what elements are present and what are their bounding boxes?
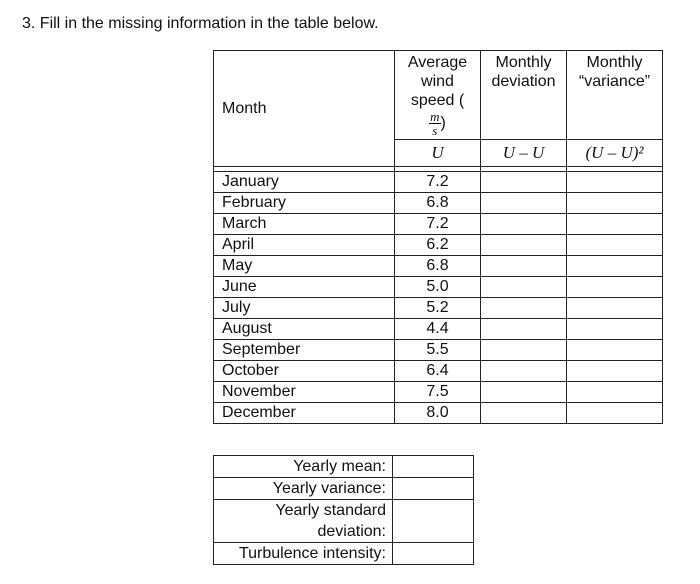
average-wind-speed-value: 8.0	[395, 403, 481, 424]
wind-speed-table	[213, 50, 663, 424]
unit-fraction	[429, 110, 440, 137]
table-row	[214, 172, 663, 193]
month-name: June	[214, 277, 395, 298]
unit-denominator: s	[432, 123, 438, 138]
month-name: November	[214, 382, 395, 403]
summary-row-mean	[214, 456, 474, 478]
header-monthly-deviation	[481, 51, 567, 140]
yearly-mean-answer-cell[interactable]	[393, 456, 474, 478]
month-rows	[214, 172, 663, 424]
month-name: July	[214, 298, 395, 319]
header-avg-line3: speed (	[410, 92, 465, 109]
yearly-variance-answer-cell[interactable]	[393, 478, 474, 500]
month-name: May	[214, 256, 395, 277]
average-wind-speed-value: 7.2	[395, 214, 481, 235]
variance-answer-cell[interactable]	[567, 214, 663, 235]
header-avg-line1: Average	[407, 54, 468, 71]
header-var-line1: Monthly	[586, 54, 643, 71]
deviation-answer-cell[interactable]	[481, 319, 567, 340]
deviation-answer-cell[interactable]	[481, 172, 567, 193]
question-title: 3. Fill in the missing information in the table below.	[22, 15, 379, 32]
average-wind-speed-value: 6.4	[395, 361, 481, 382]
summary-row-std	[214, 500, 474, 543]
yearly-mean-label: Yearly mean:	[214, 456, 393, 478]
header-average-wind-speed	[395, 51, 481, 140]
table-row	[214, 403, 663, 424]
header-var-line2: “variance”	[578, 73, 651, 90]
symbol-variance: (U – U)²	[567, 140, 663, 167]
deviation-answer-cell[interactable]	[481, 361, 567, 382]
deviation-answer-cell[interactable]	[481, 382, 567, 403]
table-row	[214, 277, 663, 298]
table-row	[214, 361, 663, 382]
variance-answer-cell[interactable]	[567, 172, 663, 193]
yearly-variance-label: Yearly variance:	[214, 478, 393, 500]
month-name: February	[214, 193, 395, 214]
yearly-summary-table	[213, 455, 474, 565]
table-row	[214, 319, 663, 340]
deviation-answer-cell[interactable]	[481, 340, 567, 361]
table-row	[214, 382, 663, 403]
variance-answer-cell[interactable]	[567, 361, 663, 382]
average-wind-speed-value: 7.2	[395, 172, 481, 193]
deviation-answer-cell[interactable]	[481, 298, 567, 319]
header-dev-line2: deviation	[491, 73, 556, 90]
yearly-std-label	[214, 500, 393, 543]
table-row	[214, 256, 663, 277]
header-dev-line1: Monthly	[495, 54, 552, 71]
yearly-std-label-line1: Yearly standard	[275, 502, 386, 519]
yearly-std-answer-cell[interactable]	[393, 500, 474, 543]
variance-answer-cell[interactable]	[567, 340, 663, 361]
table-row	[214, 193, 663, 214]
month-name: October	[214, 361, 395, 382]
variance-answer-cell[interactable]	[567, 235, 663, 256]
variance-answer-cell[interactable]	[567, 403, 663, 424]
unit-close-paren: )	[440, 114, 446, 132]
deviation-answer-cell[interactable]	[481, 403, 567, 424]
average-wind-speed-value: 5.5	[395, 340, 481, 361]
month-name: August	[214, 319, 395, 340]
average-wind-speed-value: 6.8	[395, 193, 481, 214]
average-wind-speed-value: 5.2	[395, 298, 481, 319]
summary-row-variance	[214, 478, 474, 500]
yearly-std-label-line2: deviation:	[317, 523, 386, 540]
header-avg-line2: wind	[421, 73, 454, 90]
variance-answer-cell[interactable]	[567, 256, 663, 277]
variance-answer-cell[interactable]	[567, 193, 663, 214]
symbol-deviation: U – U	[481, 140, 567, 167]
month-name: March	[214, 214, 395, 235]
table-row	[214, 235, 663, 256]
deviation-answer-cell[interactable]	[481, 235, 567, 256]
variance-answer-cell[interactable]	[567, 298, 663, 319]
deviation-answer-cell[interactable]	[481, 277, 567, 298]
table-row	[214, 214, 663, 235]
header-month: Month	[214, 51, 395, 167]
month-name: December	[214, 403, 395, 424]
header-row	[214, 51, 663, 140]
month-name: September	[214, 340, 395, 361]
variance-answer-cell[interactable]	[567, 277, 663, 298]
unit-numerator: m	[430, 109, 440, 124]
turbulence-intensity-label: Turbulence intensity:	[214, 543, 393, 565]
symbol-average: U	[395, 140, 481, 167]
summary-row-turbulence	[214, 543, 474, 565]
header-monthly-variance	[567, 51, 663, 140]
table-row	[214, 298, 663, 319]
deviation-answer-cell[interactable]	[481, 214, 567, 235]
month-name: January	[214, 172, 395, 193]
average-wind-speed-value: 4.4	[395, 319, 481, 340]
average-wind-speed-value: 6.8	[395, 256, 481, 277]
variance-answer-cell[interactable]	[567, 382, 663, 403]
table-row	[214, 340, 663, 361]
variance-answer-cell[interactable]	[567, 319, 663, 340]
average-wind-speed-value: 6.2	[395, 235, 481, 256]
deviation-answer-cell[interactable]	[481, 256, 567, 277]
average-wind-speed-value: 5.0	[395, 277, 481, 298]
average-wind-speed-value: 7.5	[395, 382, 481, 403]
month-name: April	[214, 235, 395, 256]
turbulence-intensity-answer-cell[interactable]	[393, 543, 474, 565]
deviation-answer-cell[interactable]	[481, 193, 567, 214]
